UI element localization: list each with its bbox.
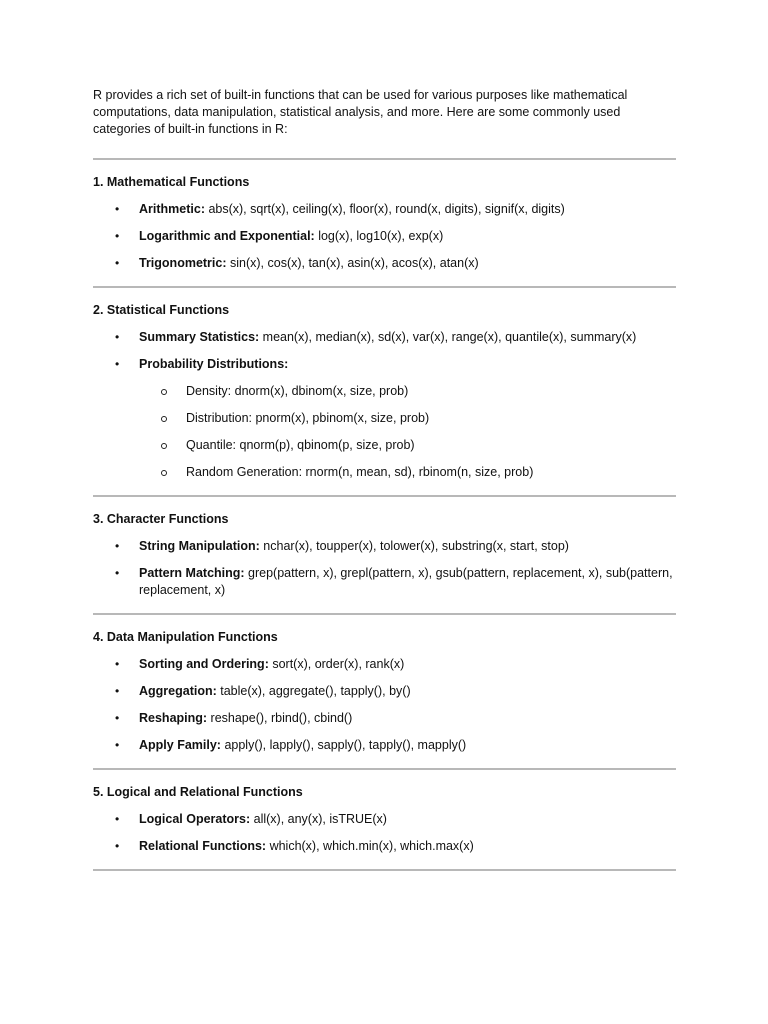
intro-paragraph: R provides a rich set of built-in functions that can be used for various purposes like mathematical computations, data manipulation, statistical analysis, and more. Here are some commonly used categories of built-in functions in R: [93,88,628,136]
item-label: Probability Distributions: [139,357,289,371]
section [93,174,676,288]
bullet-list [93,329,676,481]
bullet-icon: • [115,812,120,826]
item-label: Pattern Matching: [139,566,245,580]
sub-list-item [139,410,676,427]
sub-list [139,383,676,481]
item-label: Summary Statistics: [139,330,260,344]
list-item [93,811,676,828]
bullet-icon: • [115,330,120,344]
section-title: 1. Mathematical Functions [93,175,250,189]
item-text: log(x), log10(x), exp(x) [314,229,444,243]
item-text: mean(x), median(x), sd(x), var(x), range(x), quantile(x), summary(x) [259,330,637,344]
section-divider [93,869,676,871]
bullet-icon: • [115,684,120,698]
list-item [93,538,676,555]
item-text: sin(x), cos(x), tan(x), asin(x), acos(x), atan(x) [226,256,479,270]
list-item [93,565,676,599]
circle-bullet-icon [161,470,167,476]
bullet-list [93,811,676,855]
item-label: String Manipulation: [139,539,260,553]
list-item [93,228,676,245]
bullet-list [93,201,676,272]
sub-list-item [139,464,676,481]
item-label: Reshaping: [139,711,208,725]
bullet-icon: • [115,839,120,853]
item-label: Aggregation: [139,684,217,698]
item-text: all(x), any(x), isTRUE(x) [250,812,387,826]
section-title: 2. Statistical Functions [93,303,230,317]
section [93,302,676,497]
list-item [93,329,676,346]
bullet-icon: • [115,202,120,216]
item-label: Relational Functions: [139,839,267,853]
sub-item-text: Density: dnorm(x), dbinom(x, size, prob) [186,384,409,398]
section-divider [93,286,676,288]
bullet-icon: • [115,711,120,725]
item-label: Trigonometric: [139,256,227,270]
section-divider [93,613,676,615]
bullet-icon: • [115,566,120,580]
item-text: which(x), which.min(x), which.max(x) [266,839,474,853]
sub-item-text: Random Generation: rnorm(n, mean, sd), rbinom(n, size, prob) [186,465,534,479]
sub-list-item [139,383,676,400]
sub-item-text: Distribution: pnorm(x), pbinom(x, size, prob) [186,411,430,425]
section [93,629,676,770]
circle-bullet-icon [161,443,167,449]
bullet-icon: • [115,657,120,671]
section-title: 5. Logical and Relational Functions [93,785,303,799]
item-label: Arithmetic: [139,202,205,216]
list-item [93,683,676,700]
bullet-list [93,656,676,754]
item-label: Apply Family: [139,738,221,752]
list-item [93,656,676,673]
list-item [93,838,676,855]
section-title: 3. Character Functions [93,512,229,526]
list-item [93,201,676,218]
sections-container [93,174,676,871]
item-label: Logarithmic and Exponential: [139,229,315,243]
item-text: nchar(x), toupper(x), tolower(x), substring(x, start, stop) [259,539,569,553]
list-item [93,356,676,481]
bullet-icon: • [115,256,120,270]
list-item [93,737,676,754]
section-title: 4. Data Manipulation Functions [93,630,278,644]
circle-bullet-icon [161,389,167,395]
bullet-list [93,538,676,599]
bullet-icon: • [115,357,120,371]
item-label: Sorting and Ordering: [139,657,269,671]
bullet-icon: • [115,539,120,553]
item-text: table(x), aggregate(), tapply(), by() [216,684,411,698]
section-divider [93,768,676,770]
item-text: grep(pattern, x), grepl(pattern, x), gsub(pattern, replacement, x), sub(pattern, replacement, x) [139,566,673,597]
bullet-icon: • [115,229,120,243]
item-text: sort(x), order(x), rank(x) [268,657,405,671]
section [93,784,676,871]
sub-item-text: Quantile: qnorm(p), qbinom(p, size, prob) [186,438,415,452]
section-divider [93,495,676,497]
item-text: abs(x), sqrt(x), ceiling(x), floor(x), round(x, digits), signif(x, digits) [204,202,565,216]
sub-list-item [139,437,676,454]
list-item [93,710,676,727]
item-text: reshape(), rbind(), cbind() [207,711,353,725]
list-item [93,255,676,272]
section [93,511,676,615]
circle-bullet-icon [161,416,167,422]
section-divider [93,158,676,160]
item-text: apply(), lapply(), sapply(), tapply(), mapply() [220,738,467,752]
bullet-icon: • [115,738,120,752]
item-label: Logical Operators: [139,812,251,826]
document-page [93,87,676,871]
